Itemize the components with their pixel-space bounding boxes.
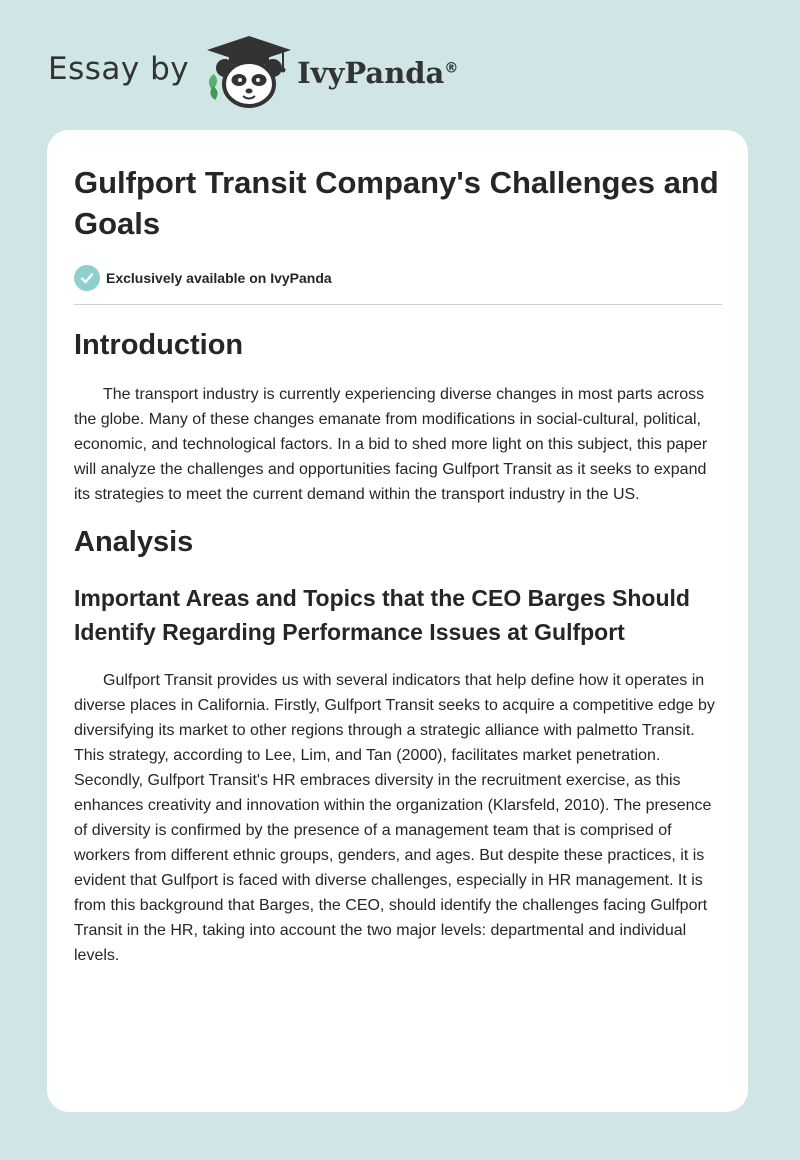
subsection-heading-performance-issues: Important Areas and Topics that the CEO Barges Should Identify Regarding Performance Issues at Gulfport <box>74 585 690 645</box>
panda-graduation-cap-icon <box>203 34 295 110</box>
analysis-paragraph: Gulfport Transit provides us with several indicators that help define how it operates in diverse places in California. Firstly, Gulfport Transit seeks to acquire a competitive edge by diversifying its market to other regions through a strategic alliance with palmetto Transit. This strategy, according to Lee, Lim, and Tan (2000), facilitates market penetration. Secondly, Gulfport Transit's HR embraces diversity in the recruitment exercise, as this enhances creativity and innovation within the organization (Klarsfeld, 2010). The presence of diversity is confirmed by the presence of a management team that is comprised of workers from different ethnic groups, genders, and ages. But despite these practices, it is evident that Gulfport is faced with diverse challenges, especially in HR management. It is from this background that Barges, the CEO, should identify the challenges facing Gulfport Transit in the HR, taking into account the two major levels: departmental and individual levels. <box>74 672 715 964</box>
section-heading-analysis: Analysis <box>74 526 194 558</box>
exclusive-badge <box>74 264 722 292</box>
site-logo[interactable] <box>48 34 458 110</box>
check-icon <box>74 265 100 291</box>
logo-wordmark: IvyPanda® <box>297 56 459 90</box>
badge-label: Exclusively available on IvyPanda <box>106 270 332 286</box>
logo-prefix: Essay by <box>48 51 190 87</box>
essay-card <box>47 130 748 1112</box>
essay-title: Gulfport Transit Company's Challenges and Goals <box>74 165 719 241</box>
section-heading-introduction: Introduction <box>74 329 244 361</box>
introduction-paragraph: The transport industry is currently experiencing diverse changes in most parts across the globe. Many of these changes emanate from modifications in social-cultural, political, economic, and technological factors. In a bid to shed more light on this subject, this paper will analyze the challenges and opportunities facing Gulfport Transit as it seeks to expand its strategies to meet the current demand within the transport industry in the US. <box>74 386 708 503</box>
title-divider <box>74 304 722 305</box>
